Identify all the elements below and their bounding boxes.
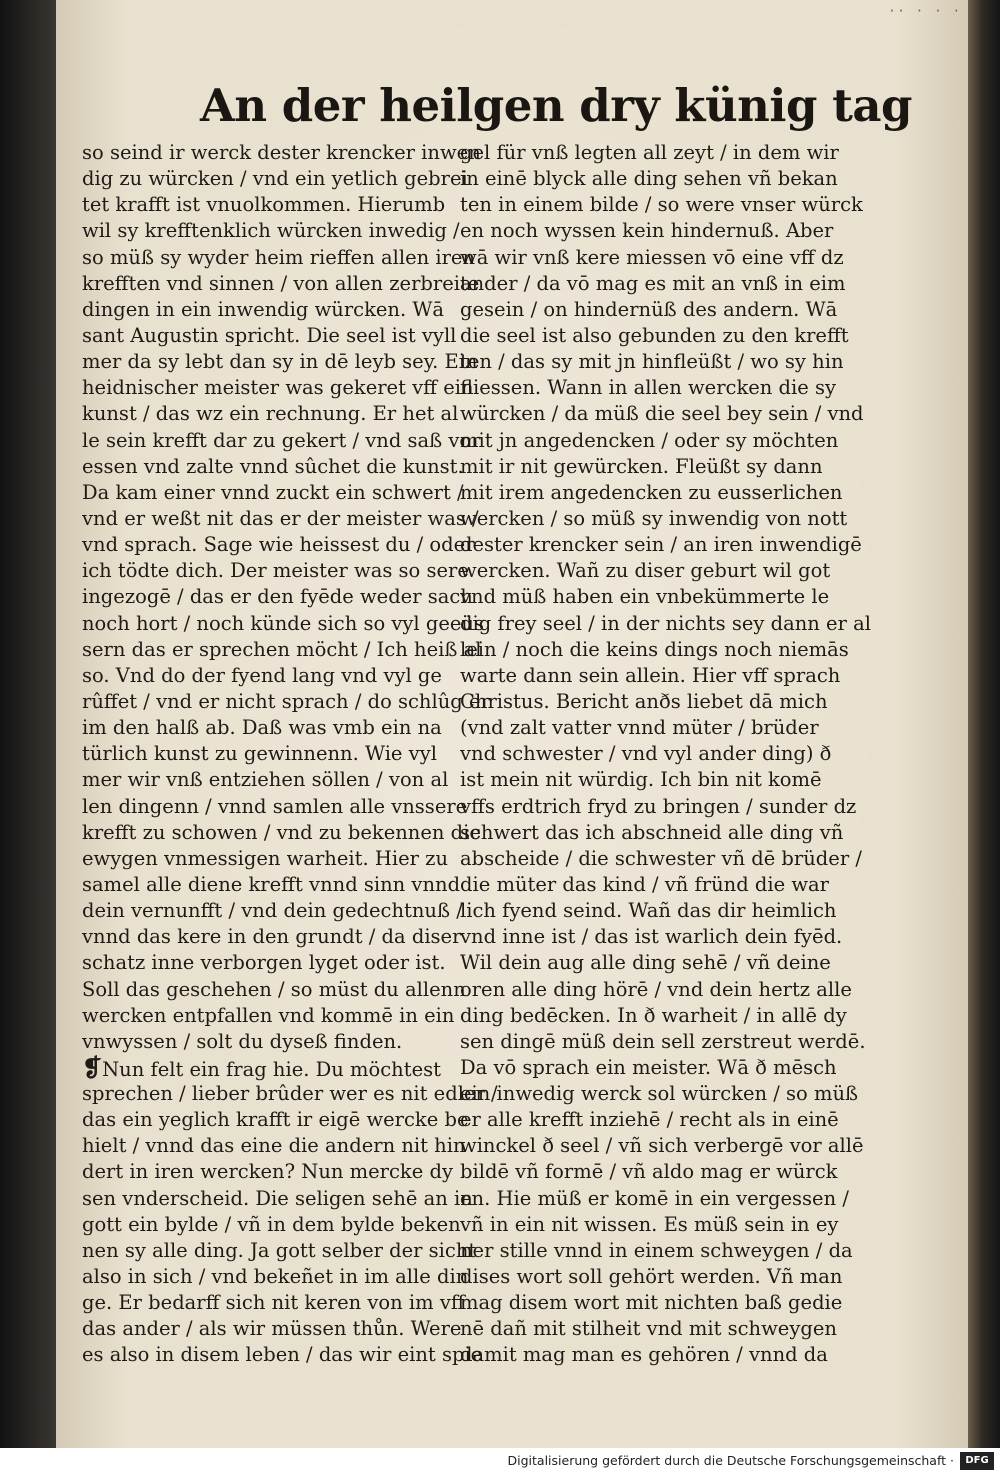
- text-line: wercken / so müß sy inwendig von nott: [460, 506, 848, 530]
- text-line: [82, 1055, 512, 1081]
- text-line: krefft zu schowen / vnd zu bekennen die: [82, 820, 481, 844]
- text-line: sen vnderscheid. Die seligen sehē an in: [82, 1186, 473, 1210]
- text-line: mag disem wort mit nichten baß gedie: [460, 1291, 843, 1315]
- text-line: das ein yeglich krafft ir eigē wercke be: [82, 1108, 469, 1132]
- text-line: ewygen vnmessigen warheit. Hier zu: [82, 846, 449, 870]
- text-line: so müß sy wyder heim rieffen allen iren: [82, 245, 476, 269]
- text-line: dingen in ein inwendig würcken. Wā: [82, 297, 445, 321]
- text-line: mit ir nit gewürcken. Fleüßt sy dann: [460, 454, 823, 478]
- paragraph-mark-icon: ❡: [82, 1054, 103, 1082]
- text-line: abscheide / die schwester vñ dē brüder /: [460, 846, 862, 870]
- text-line: dises wort soll gehört werden. Vñ man: [460, 1265, 843, 1289]
- text-line: len dingenn / vnnd samlen alle vnssere: [82, 794, 468, 818]
- footer-credit: Digitalisierung gefördert durch die Deutsche Forschungsgemeinschaft ·: [507, 1453, 954, 1468]
- text-line-content: Nun felt ein frag hie. Du möchtest: [102, 1057, 441, 1081]
- text-line: schatz inne verborgen lyget oder ist.: [82, 951, 446, 975]
- text-line: so seind ir werck dester krencker inwen: [82, 141, 481, 164]
- text-line: in einē blyck alle ding sehen vñ bekan: [460, 167, 838, 191]
- text-line: wā wir vnß kere miessen vō eine vff dz: [460, 245, 844, 269]
- page-title: An der heilgen dry künig tag: [200, 79, 913, 132]
- text-line: sen dingē müß dein sell zerstreut werdē.: [460, 1029, 866, 1053]
- text-line: vñ in ein nit wissen. Es müß sein in ey: [460, 1212, 839, 1236]
- text-line: heidnischer meister was gekeret vff ein: [82, 376, 474, 400]
- text-line: dig frey seel / in der nichts sey dann er al: [460, 611, 871, 635]
- text-line: damit mag man es gehören / vnnd da: [460, 1343, 828, 1367]
- text-line: gott ein bylde / vñ in dem bylde beken: [82, 1212, 461, 1236]
- text-line: ner stille vnnd in einem schweygen / da: [460, 1238, 853, 1262]
- text-line: oren alle ding hörē / vnd dein hertz alle: [460, 977, 852, 1001]
- text-line: le sein krefft dar zu gekert / vnd saß vor: [82, 428, 481, 452]
- dfg-logo: DFG: [960, 1452, 994, 1470]
- text-line: ander / da vō mag es mit an vnß in eim: [460, 271, 846, 295]
- text-line: das ander / als wir müssen thůn. Were: [82, 1317, 462, 1341]
- text-line: Soll das geschehen / so müst du allenn: [82, 977, 466, 1001]
- text-line: Da vō sprach ein meister. Wā ð mēsch: [460, 1055, 837, 1079]
- text-line: ten in einem bilde / so were vnser würck: [460, 193, 863, 217]
- text-line: samel alle diene krefft vnnd sinn vnnd: [82, 872, 461, 896]
- text-line: Da kam einer vnnd zuckt ein schwert /: [82, 480, 464, 504]
- text-line: warte dann sein allein. Hier vff sprach: [460, 663, 841, 687]
- text-line: nen sy alle ding. Ja gott selber der sicht: [82, 1238, 477, 1262]
- text-line: vnwyssen / solt du dyseß finden.: [82, 1029, 403, 1053]
- text-line: vnd sprach. Sage wie heissest du / oder: [82, 533, 475, 557]
- text-line: mit jn angedencken / oder sy möchten: [460, 428, 839, 452]
- text-line: (vnd zalt vatter vnnd müter / brüder: [460, 716, 819, 740]
- text-column-left: [82, 140, 512, 1369]
- text-line: tet krafft ist vnuolkommen. Hierumb: [82, 193, 446, 217]
- text-line: dester krencker sein / an iren inwendigē: [460, 533, 862, 557]
- text-line: vffs erdtrich fryd zu bringen / sunder dz: [460, 794, 857, 818]
- text-line: winckel ð seel / vñ sich verbergē vor allē: [460, 1134, 864, 1158]
- text-line: nē dañ mit stilheit vnd mit schweygen: [460, 1317, 837, 1341]
- text-line: dein vernunfft / vnd dein gedechtnuß /: [82, 899, 463, 923]
- text-line: die müter das kind / vñ fründ die war: [460, 872, 829, 896]
- text-line: türlich kunst zu gewinnenn. Wie vyl: [82, 742, 437, 766]
- text-line: vnd er weßt nit das er der meister was /: [82, 506, 479, 530]
- text-line: im den halß ab. Daß was vmb ein na: [82, 716, 442, 740]
- text-line: essen vnd zalte vnnd sûchet die kunst.: [82, 454, 464, 478]
- text-line: noch hort / noch künde sich so vyl geeüs: [82, 611, 484, 635]
- text-line: vnd schwester / vnd vyl ander ding) ð: [460, 742, 832, 766]
- text-line: vnnd das kere in den grundt / da diser: [82, 925, 462, 949]
- text-line: rûffet / vnd er nicht sprach / do schlûg er: [82, 689, 490, 713]
- text-line: ge. Er bedarff sich nit keren von im vff: [82, 1291, 465, 1315]
- text-line: krefften vnd sinnen / von allen zerbreite: [82, 271, 480, 295]
- scan-frame-right: [968, 0, 1000, 1448]
- text-line: ich tödte dich. Der meister was so sere: [82, 559, 469, 583]
- text-line: ten / das sy mit jn hinfleüßt / wo sy hin: [460, 350, 844, 374]
- text-line: vnd müß haben ein vnbekümmerte le: [460, 585, 830, 609]
- text-line: Christus. Bericht anðs liebet dā mich: [460, 689, 828, 713]
- text-line: wercken entpfallen vnd kommē in ein: [82, 1003, 455, 1027]
- text-line: en. Hie müß er komē in ein vergessen /: [460, 1186, 849, 1210]
- text-line: die seel ist also gebunden zu den krefft: [460, 323, 849, 347]
- text-line: bildē vñ formē / vñ aldo mag er würck: [460, 1160, 838, 1184]
- scan-frame-left: [0, 0, 56, 1448]
- text-line: kunst / das wz ein rechnung. Er het al: [82, 402, 459, 426]
- corner-mark: ·· · · ·: [888, 4, 962, 18]
- text-line: es also in disem leben / das wir eint spie: [82, 1343, 483, 1367]
- text-line: also in sich / vnd bekeñet in im alle din: [82, 1265, 469, 1289]
- text-line: gel für vnß legten all zeyt / in dem wir: [460, 141, 839, 164]
- text-line: sprechen / lieber brûder wer es nit edler /: [82, 1082, 498, 1106]
- text-line: gesein / on hindernüß des andern. Wā: [460, 297, 838, 321]
- text-line: so. Vnd do der fyend lang vnd vyl ge: [82, 663, 442, 687]
- text-line: hielt / vnnd das eine die andern nit hin: [82, 1134, 466, 1158]
- text-line: wil sy krefftenklich würcken inwedig /: [82, 219, 460, 243]
- text-line: er alle krefft inziehē / recht als in einē: [460, 1108, 839, 1132]
- text-line: ein inwedig werck sol würcken / so müß: [460, 1082, 859, 1106]
- text-line: ding bedēcken. In ð warheit / in allē dy: [460, 1003, 847, 1027]
- text-line: dig zu würcken / vnd ein yetlich gebrei: [82, 167, 468, 191]
- text-line: Wil dein aug alle ding sehē / vñ deine: [460, 951, 831, 975]
- text-line: wercken. Wañ zu diser geburt wil got: [460, 559, 831, 583]
- text-line: mer wir vnß entziehen söllen / von al: [82, 768, 449, 792]
- text-line: ingezogē / das er den fyēde weder sach: [82, 585, 473, 609]
- text-column-right: [460, 140, 900, 1369]
- text-line: mit irem angedencken zu eusserlichen: [460, 480, 843, 504]
- text-line: ist mein nit würdig. Ich bin nit komē: [460, 768, 822, 792]
- text-line: en noch wyssen kein hindernuß. Aber: [460, 219, 834, 243]
- text-line: vnd inne ist / das ist warlich dein fyēd.: [460, 925, 843, 949]
- text-line: dert in iren wercken? Nun mercke dy: [82, 1160, 453, 1184]
- text-line: mer da sy lebt dan sy in dē leyb sey. Ein: [82, 350, 478, 374]
- text-line: fliessen. Wann in allen wercken die sy: [460, 376, 837, 400]
- text-line: schwert das ich abschneid alle ding vñ: [460, 820, 844, 844]
- text-line: würcken / da müß die seel bey sein / vnd: [460, 402, 864, 426]
- text-line: lein / noch die keins dings noch niemās: [460, 637, 849, 661]
- text-line: lich fyend seind. Wañ das dir heimlich: [460, 899, 837, 923]
- text-line: sern das er sprechen möcht / Ich heiß al: [82, 637, 482, 661]
- text-line: sant Augustin spricht. Die seel ist vyll: [82, 323, 457, 347]
